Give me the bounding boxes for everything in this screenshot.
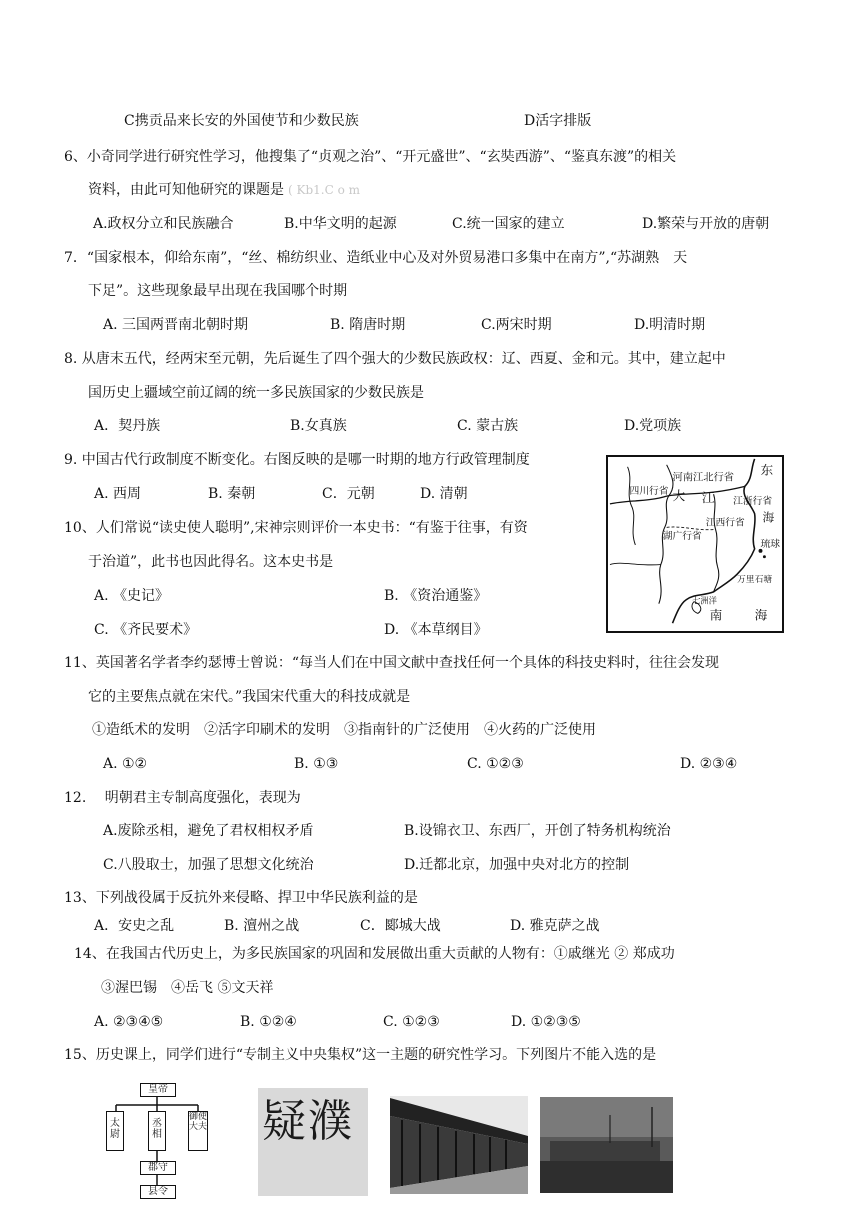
photo-drawing [540,1097,673,1193]
yuan-province-map [606,455,784,633]
map-label-nanhai: 海 [754,607,768,623]
map-label-jiang: 江 [701,489,715,505]
map-label-hai: 海 [762,510,775,525]
q13-option-d: D. 雅克萨之战 [510,918,600,934]
map-label-nan: 南 [709,607,723,623]
question-13: 13、下列战役属于反抗外来侵略、捍卫中华民族利益的是 [64,890,418,906]
watermark: ( Kb1.C o m [288,183,361,197]
q7-option-b: B. 隋唐时期 [330,317,406,333]
chart-taiwei: 太尉 [106,1111,124,1151]
question-7: 7．“国家根本，仰给东南”，“丝、棉纺织业、造纸业中心及对外贸易港口多集中在南方”,“苏湖熟 天 [64,250,688,266]
q12-option-c: C.八股取士，加强了思想文化统治 [103,857,314,873]
q6-option-b: B.中华文明的起源 [284,216,397,232]
option-c-prev: C携贡品来长安的外国使节和少数民族 [124,113,359,129]
question-11: 11、英国著名学者李约瑟博士曾说：“每当人们在中国文献中查找任何一个具体的科技史料时，往往会发现 [64,655,719,671]
q11-option-b: B. ①③ [294,756,339,772]
q6-option-c: C.统一国家的建立 [452,216,565,232]
question-9: 9. 中国古代行政制度不断变化。右图反映的是哪一时期的地方行政管理制度 [64,452,530,468]
q14-option-a: A. ②③④⑤ [94,1014,164,1030]
map-drawing [608,457,782,631]
q12-option-b: B.设锦衣卫、东西厂，开创了特务机构统治 [404,823,671,839]
q12-option-d: D.迁都北京，加强中央对北方的控制 [404,857,630,873]
q13-option-a: A．安史之乱 [94,918,175,934]
qin-government-chart [96,1083,218,1199]
q8-option-b: B.女真族 [290,418,347,434]
chart-emperor: 皇帝 [140,1083,176,1097]
q7-option-c: C.两宋时期 [481,317,552,333]
q8-option-d: D.党项族 [624,418,682,434]
seal-text: 疑濮 [262,1096,354,1147]
q7-option-a: A. 三国两晋南北朝时期 [103,317,249,333]
q7-option-d: D.明清时期 [634,317,706,333]
q9-option-b: B. 秦朝 [208,486,256,502]
question-11-cont: 它的主要焦点就在宋代。”我国宋代重大的科技成就是 [88,689,411,705]
q8-option-c: C. 蒙古族 [457,418,519,434]
map-label-jiangxi: 江西行省 [705,517,745,529]
palace-corridor-photo [390,1096,528,1194]
q12-option-a: A.废除丞相，避免了君权相权矛盾 [103,823,314,839]
chart-chengxiang: 丞相 [148,1111,166,1151]
question-14-items: ③渥巴锡 ④岳飞 ⑤文天祥 [101,980,274,996]
q11-option-a: A. ①② [103,756,148,772]
q13-option-c: C．郾城大战 [360,918,441,934]
q9-option-d: D. 清朝 [420,486,468,502]
historic-building-photo [540,1097,673,1193]
q10-option-b: B. 《资治通鉴》 [384,588,488,604]
q9-option-c: C．元朝 [322,486,375,502]
map-label-dong: 东 [760,462,774,478]
question-10: 10、人们常说“读史使人聪明”,宋神宗则评价一本史书：“有鉴于往事，有资 [64,520,528,536]
palace-drawing [390,1096,528,1194]
q9-option-a: A. 西周 [94,486,142,502]
question-10-cont: 于治道”，此书也因此得名。这本史书是 [88,554,334,570]
q14-option-b: B. ①②④ [240,1014,297,1030]
question-6-cont: 资料，由此可知他研究的课题是 ( Kb1.C o m [88,182,361,198]
q10-option-d: D. 《本草纲目》 [384,622,488,638]
question-7-cont: 下足”。这些现象最早出现在我国哪个时期 [88,283,348,299]
question-8: 8. 从唐末五代，经两宋至元朝，先后诞生了四个强大的少数民族政权：辽、西夏、金和元。其中，建立起中 [64,351,726,367]
q11-option-c: C. ①②③ [467,756,524,772]
map-label-liuqiu: 琉球 [760,538,781,550]
chart-xianling: 县令 [140,1185,176,1199]
question-11-items: ①造纸术的发明 ②活字印刷术的发明 ③指南针的广泛使用 ④火药的广泛使用 [92,722,596,738]
q6-option-a: A.政权分立和民族融合 [93,216,234,232]
map-label-wanli: 万里石塘 [737,575,773,586]
q8-option-a: A．契丹族 [94,418,161,434]
map-label-qizhou: 七洲洋 [692,595,717,606]
map-label-huguang: 湖广行省 [662,531,702,543]
question-8-cont: 国历史上疆域空前辽阔的统一多民族国家的少数民族是 [88,385,424,401]
question-12: 12. 明朝君主专制高度强化，表现为 [64,790,301,806]
chart-yushi: 御使大夫 [188,1111,208,1151]
q14-option-d: D. ①②③⑤ [511,1014,581,1030]
question-14: 14、在我国古代历史上，为多民族国家的巩固和发展做出重大贡献的人物有：①戚继光 ② 郑成功 [74,946,675,962]
q6-option-d: D.繁荣与开放的唐朝 [642,216,770,232]
question-15: 15、历史课上，同学们进行“专制主义中央集权”这一主题的研究性学习。下列图片不能入选的是 [64,1047,657,1063]
map-label-jiangzhe: 江浙行省 [733,495,773,507]
q10-option-a: A. 《史记》 [94,588,170,604]
q13-option-b: B. 澶州之战 [224,918,300,934]
question-6: 6、小奇同学进行研究性学习，他搜集了“贞观之治”、“开元盛世”、“玄奘西游”、“鉴真东渡”的相关 [64,149,677,165]
map-label-sichuan: 四川行省 [629,486,669,498]
map-label-da: 大 [672,488,686,504]
seal-inscription-image [258,1088,368,1196]
q11-option-d: D. ②③④ [680,756,738,772]
q10-option-c: C. 《齐民要术》 [94,622,198,638]
chart-junshou: 郡守 [140,1161,176,1175]
option-d-prev: D活字排版 [524,113,592,129]
map-label-henan: 河南江北行省 [672,471,735,484]
q14-option-c: C. ①②③ [383,1014,440,1030]
